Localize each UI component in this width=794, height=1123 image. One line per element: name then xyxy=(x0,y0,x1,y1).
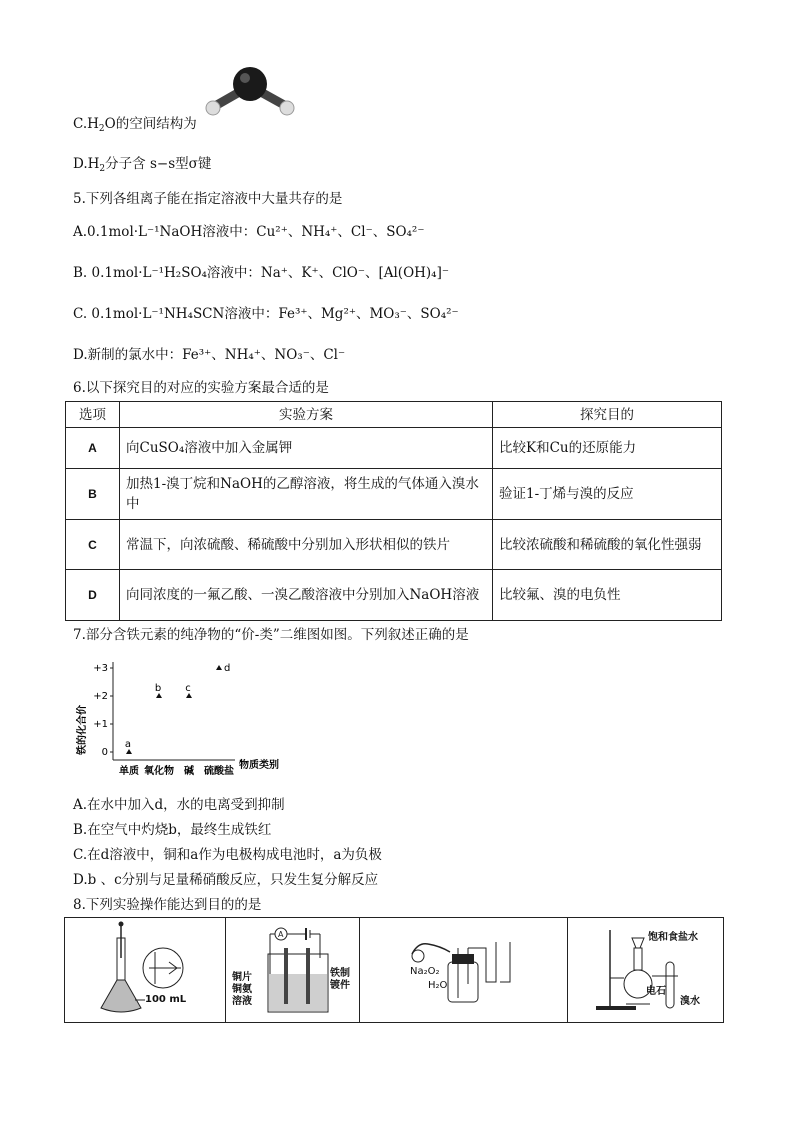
chart-ylabel: 铁的化合价 xyxy=(77,705,88,755)
q4-option-d: $D.H_2$分子含 s−s型σ键 xyxy=(73,156,212,174)
header-goal: 探究目的 xyxy=(493,402,722,428)
copper-ammonia-label: 铜氨溶液 xyxy=(232,984,252,1007)
q7-option-a: A.在水中加入d，水的电离受到抑制 xyxy=(73,797,285,813)
iron-plated-label: 铁制镀件 xyxy=(330,968,350,991)
data-point-label: b xyxy=(154,683,162,694)
q5-option-b: B. 0.1mol·L⁻¹H₂SO₄溶液中：Na⁺、K⁺、ClO⁻、[Al(OH)₄]⁻ xyxy=(73,265,449,281)
panel-volumetric-flask xyxy=(65,918,226,1022)
row-goal: 比较氟、溴的电负性 xyxy=(493,570,722,621)
panel-acetylene xyxy=(568,918,724,1022)
panel-electroplating xyxy=(226,918,360,1022)
x-tick-label: 硫酸盐 xyxy=(204,766,234,777)
water-molecule-model xyxy=(200,66,300,124)
valence-class-chart xyxy=(75,660,295,780)
row-goal: 验证1-丁烯与溴的反应 xyxy=(493,469,722,520)
header-option: 选项 xyxy=(66,402,120,428)
q6-stem: 6.以下探究目的对应的实验方案最合适的是 xyxy=(73,380,329,396)
y-tick-label: 0 xyxy=(101,747,108,758)
volumetric-flask-diagram xyxy=(65,918,225,1022)
row-goal: 比较K和Cu的还原能力 xyxy=(493,428,722,469)
data-point xyxy=(216,665,222,670)
carbide-label: 电石 xyxy=(646,986,666,997)
row-plan: 向同浓度的一氟乙酸、一溴乙酸溶液中分别加入NaOH溶液 xyxy=(120,570,493,621)
copper-plate-label: 铜片 xyxy=(232,972,252,983)
table-row xyxy=(66,570,722,621)
q7-option-d: D.b 、c分别与足量稀硝酸反应，只发生复分解反应 xyxy=(73,872,379,888)
na2o2-label: Na₂O₂ xyxy=(410,966,440,977)
row-plan: 加热1-溴丁烷和NaOH的乙醇溶液，将生成的气体通入溴水中 xyxy=(120,469,493,520)
brine-label: 饱和食盐水 xyxy=(648,932,698,943)
q7-option-b: B.在空气中灼烧b，最终生成铁红 xyxy=(73,822,272,838)
x-tick-label: 碱 xyxy=(184,766,194,777)
data-point-label: c xyxy=(185,683,191,694)
row-option: B xyxy=(66,469,120,520)
acetylene-diagram xyxy=(568,918,724,1022)
table-row xyxy=(66,428,722,469)
y-tick-label: +2 xyxy=(93,691,108,702)
row-plan: 向CuSO₄溶液中加入金属钾 xyxy=(120,428,493,469)
row-option: A xyxy=(66,428,120,469)
x-tick-label: 单质 xyxy=(119,766,139,777)
q5-stem: 5.下列各组离子能在指定溶液中大量共存的是 xyxy=(73,191,343,207)
table-row xyxy=(66,520,722,570)
bromine-water-label: 溴水 xyxy=(680,996,700,1007)
q7-option-c: C.在d溶液中，铜和a作为电极构成电池时，a为负极 xyxy=(73,847,382,863)
table-row xyxy=(66,469,722,520)
q5-option-d: D.新制的氯水中：Fe³⁺、NH₄⁺、NO₃⁻、Cl⁻ xyxy=(73,347,346,363)
q7-stem: 7.部分含铁元素的纯净物的“价-类”二维图如图。下列叙述正确的是 xyxy=(73,627,469,643)
q5-option-a: A.0.1mol·L⁻¹NaOH溶液中：Cu²⁺、NH₄⁺、Cl⁻、SO₄²⁻ xyxy=(73,224,425,240)
q5-option-c: C. 0.1mol·L⁻¹NH₄SCN溶液中：Fe³⁺、Mg²⁺、MO₃⁻、SO₄²⁻ xyxy=(73,306,459,322)
y-tick-label: +3 xyxy=(93,663,108,674)
header-plan: 实验方案 xyxy=(120,402,493,428)
gas-generation-diagram xyxy=(360,918,567,1022)
q8-apparatus-panels xyxy=(64,917,724,1023)
data-point-label: d xyxy=(224,663,231,674)
svg-text:A: A xyxy=(278,930,284,939)
q4-option-c: $C.H_2O$的空间结构为 xyxy=(73,116,197,134)
water-label: H₂O xyxy=(428,980,448,991)
q4-option-c-prefix: C. xyxy=(73,116,88,132)
row-option: C xyxy=(66,520,120,570)
q8-stem: 8.下列实验操作能达到目的的是 xyxy=(73,897,262,913)
row-option: D xyxy=(66,570,120,621)
table-header-row xyxy=(66,402,722,428)
q4-option-c-text: 的空间结构为 xyxy=(115,116,197,132)
row-plan: 常温下，向浓硫酸、稀硫酸中分别加入形状相似的铁片 xyxy=(120,520,493,570)
row-goal: 比较浓硫酸和稀硫酸的氧化性强弱 xyxy=(493,520,722,570)
y-tick-label: +1 xyxy=(93,719,108,730)
data-point-label: a xyxy=(124,739,132,750)
q4-option-d-prefix: D. xyxy=(73,156,88,172)
q4-option-d-bond: s−s型σ键 xyxy=(149,156,212,172)
x-tick-label: 氧化物 xyxy=(144,766,174,777)
chart-xlabel: 物质类别 xyxy=(239,760,279,771)
q6-table xyxy=(65,401,722,621)
panel-gas-generation xyxy=(360,918,568,1022)
flask-volume-label: 100 mL xyxy=(145,994,187,1005)
q4-option-d-text: 分子含 xyxy=(105,156,146,172)
